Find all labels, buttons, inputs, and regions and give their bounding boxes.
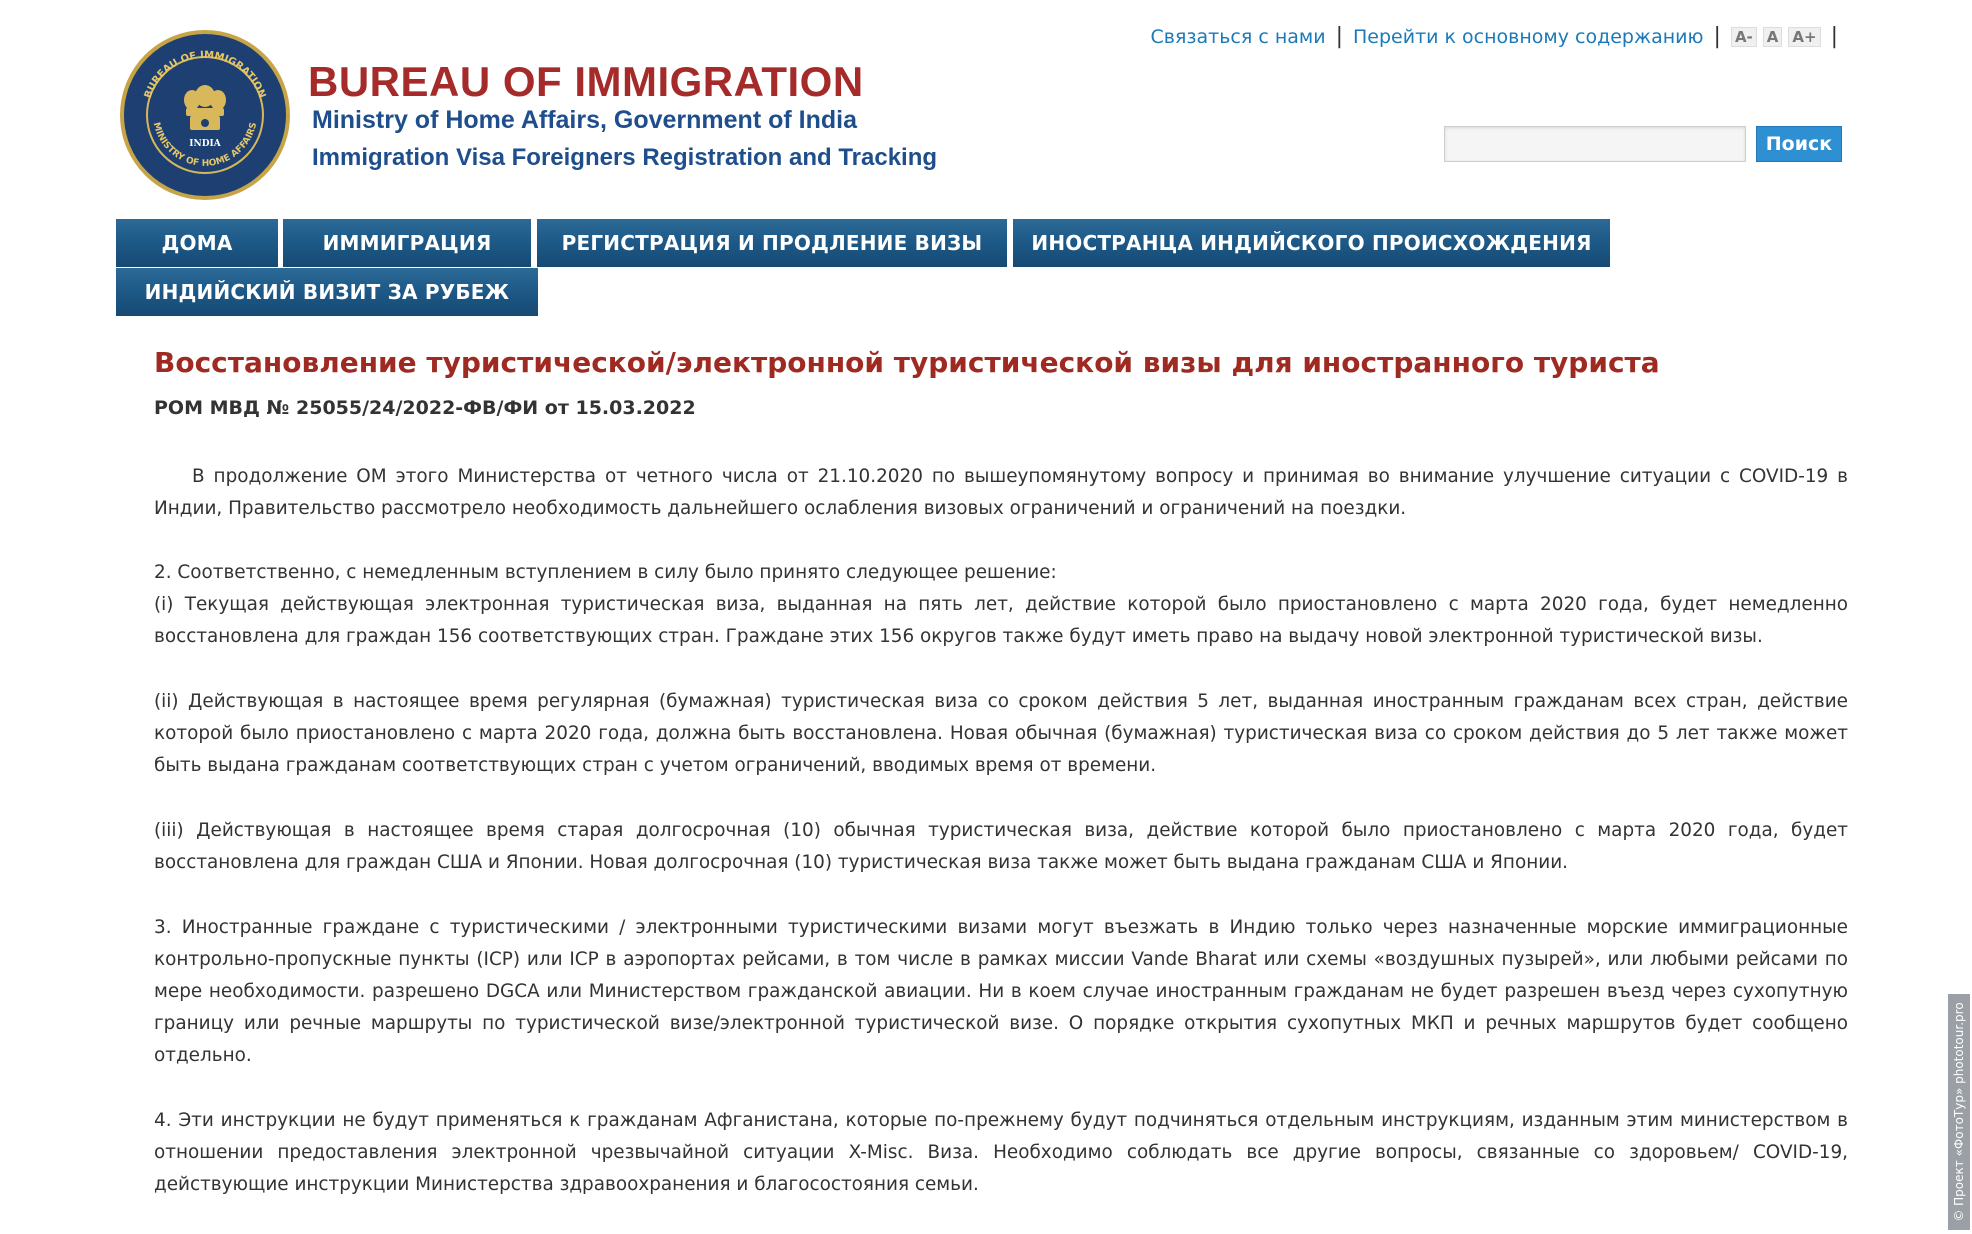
utility-links <box>1143 26 1840 48</box>
divider: | <box>1830 24 1838 49</box>
paragraph-2-iii: (iii) Действующая в настоящее время старая долгосрочная (10) обычная туристическая виза, действие которой было приостановлено с марта 2020 года, будет восстановлена для граждан США и Японии. Новая долгосрочная (10) туристическая виза также может быть выдана гражданам США и Японии. <box>154 820 1848 873</box>
paragraph-3: 3. Иностранные граждане с туристическими / электронными туристическими визами могут въезжать в Индию только через назначенные морские иммиграционные контрольно-пропускные пункты (ICP) или ICP в аэропортах рейсами, в том числе в рамках миссии Vande Bharat или схемы «воздушных пузырей», или любыми рейсами по мере необходимости. разрешено DGCA или Министерством гражданской авиации. Ни в коем случае иностранным гражданам не будет разрешен въезд через сухопутную границу или речные маршруты по туристической визе/электронной туристической визе. О порядке открытия сухопутных МКП и речных маршрутов будет сообщено отдельно. <box>154 917 1848 1066</box>
paragraph-2-ii: (ii) Действующая в настоящее время регулярная (бумажная) туристическая виза со сроком действия 5 лет, выданная иностранным гражданам всех стран, действие которой было приостановлено с марта 2020 года, должна быть восстановлена. Новая обычная (бумажная) туристическая виза со сроком действия до 5 лет также может быть выдана гражданам соответствующих стран с учетом ограничений, вводимых время от времени. <box>154 691 1848 776</box>
search-input[interactable] <box>1444 126 1746 162</box>
paragraph-2: 2. Соответственно, с немедленным вступлением в силу было принято следующее решение: <box>154 562 1057 583</box>
search-button[interactable]: Поиск <box>1756 126 1842 162</box>
font-decrease-button[interactable]: A- <box>1731 27 1757 47</box>
divider: | <box>1713 24 1721 49</box>
order-reference: РОМ МВД № 25055/24/2022-ФВ/ФИ от 15.03.2022 <box>154 397 696 419</box>
watermark-text: © Проект «ФотоТур» phototour.pro <box>1952 1002 1966 1222</box>
font-increase-button[interactable]: A+ <box>1788 27 1820 47</box>
contact-us-link[interactable]: Связаться с нами <box>1150 26 1326 48</box>
svg-text:INDIA: INDIA <box>189 139 221 149</box>
nav-foreigners-indian-origin[interactable]: ИНОСТРАНЦА ИНДИЙСКОГО ПРОИСХОЖДЕНИЯ <box>1013 219 1610 267</box>
svg-text:BUREAU OF IMMIGRATION: BUREAU OF IMMIGRATION <box>142 49 268 100</box>
nav-visa-registration-extension[interactable]: РЕГИСТРАЦИЯ И ПРОДЛЕНИЕ ВИЗЫ <box>537 219 1007 267</box>
brand-title: BUREAU OF IMMIGRATION <box>308 58 864 105</box>
bureau-seal-logo[interactable] <box>120 30 290 200</box>
nav-home[interactable]: ДОМА <box>116 219 278 267</box>
paragraph-intro: В продолжение ОМ этого Министерства от четного числа от 21.10.2020 по вышеупомянутому вопросу и принимая во внимание улучшение ситуации с COVID-19 в Индии, Правительство рассмотрело необходимость дальнейшего ослабления визовых ограничений и ограничений на поездки. <box>154 466 1848 519</box>
nav-immigration[interactable]: ИММИГРАЦИЯ <box>283 219 531 267</box>
nav-indian-visit-abroad[interactable]: ИНДИЙСКИЙ ВИЗИТ ЗА РУБЕЖ <box>116 268 538 316</box>
watermark <box>1948 994 1970 1230</box>
lion-capital-icon <box>124 34 286 196</box>
skip-to-content-link[interactable]: Перейти к основному содержанию <box>1353 26 1704 48</box>
svg-text:MINISTRY OF HOME AFFAIRS: MINISTRY OF HOME AFFAIRS <box>150 121 260 169</box>
article <box>154 346 1848 1201</box>
font-normal-button[interactable]: A <box>1763 27 1783 47</box>
brand-ministry-line: Ministry of Home Affairs, Government of India <box>312 106 857 134</box>
brand-tagline: Immigration Visa Foreigners Registration and Tracking <box>312 144 938 171</box>
paragraph-2-i: (i) Текущая действующая электронная туристическая виза, выданная на пять лет, действие которой было приостановлено с марта 2020 года, будет немедленно восстановлена для граждан 156 соответствующих стран. Граждане этих 156 округов также будут иметь право на выдачу новой электронной туристической визы. <box>154 594 1848 647</box>
page-title: Восстановление туристической/электронной туристической визы для иностранного туриста <box>154 346 1660 379</box>
paragraph-4: 4. Эти инструкции не будут применяться к гражданам Афганистана, которые по-прежнему будут подчиняться отдельным инструкциям, изданным этим министерством в отношении предоставления электронной чрезвычайной ситуации X-Misc. Виза. Необходимо соблюдать все другие вопросы, связанные со здоровьем/ COVID-19, действующие инструкции Министерства здравоохранения и благосостояния семьи. <box>154 1110 1848 1195</box>
divider: | <box>1335 24 1343 49</box>
font-size-controls <box>1723 27 1829 47</box>
